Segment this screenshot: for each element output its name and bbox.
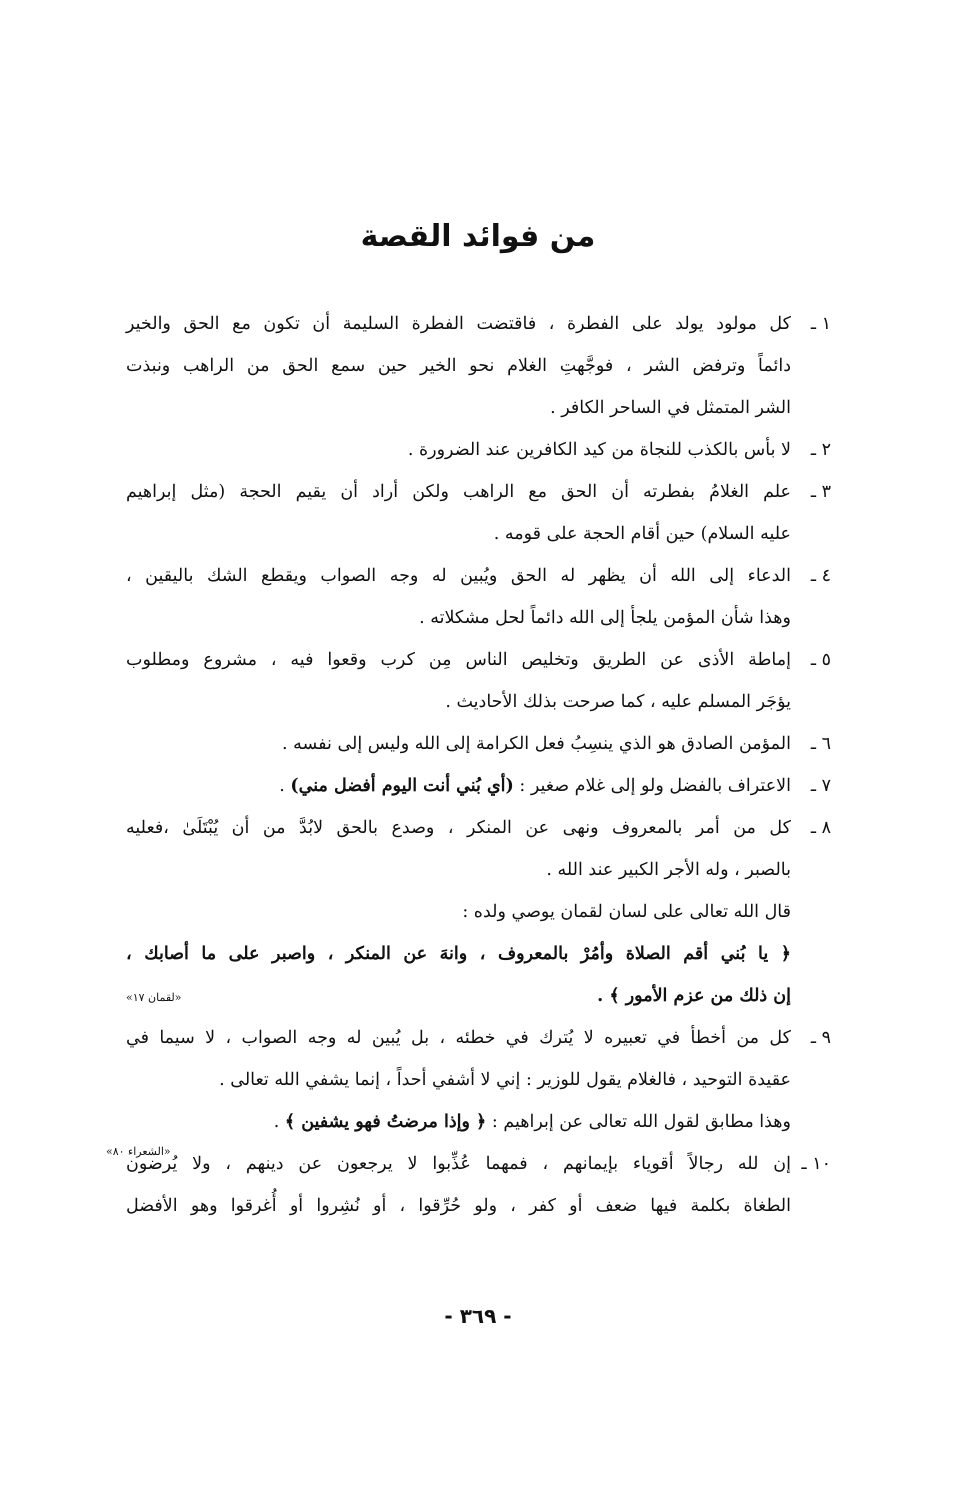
text-line: لا بأس بالكذب للنجاة من كيد الكافرين عند الضرورة . <box>407 440 791 460</box>
text-line: علم الغلامُ بفطرته أن الحق مع الراهب ولكن أراد أن يقيم الحجة (مثل إبراهيم <box>126 482 791 502</box>
list-item <box>126 429 831 471</box>
item-text: الاعتراف بالفضل ولو إلى غلام صغير : <box>519 776 791 796</box>
item-body <box>126 765 791 807</box>
text-line: إن لله رجالاً أقوياء بإيمانهم ، فمهما عُذِّبوا لا يرجعون عن دينهم ، ولا يُرضون <box>126 1154 791 1174</box>
text-line: المؤمن الصادق هو الذي ينسِبُ فعل الكرامة إلى الله وليس إلى نفسه . <box>282 734 791 754</box>
list-item <box>126 639 831 723</box>
item-tail: . <box>273 1112 285 1132</box>
list-item <box>126 723 831 765</box>
list-item <box>126 1143 831 1227</box>
quran-verse-text: ﴿ وإذا مرضتُ فهو يشفين ﴾ <box>284 1112 487 1132</box>
list-item <box>106 1017 831 1158</box>
benefits-list <box>106 303 831 1227</box>
item-number: ١ ـ <box>810 314 831 334</box>
item-number: ٥ ـ <box>810 650 831 670</box>
list-item <box>126 765 831 807</box>
text-line: عليه السلام) حين أقام الحجة على قومه . <box>493 524 791 544</box>
item-body <box>126 723 791 765</box>
item-number: ٢ ـ <box>810 440 831 460</box>
list-item <box>126 303 831 429</box>
text-line: كل من أمر بالمعروف ونهى عن المنكر ، وصدع بالحق لابُدَّ من أن يُبْتَلَىٰ ،فعليه <box>126 818 791 838</box>
item-tail: . <box>279 776 291 796</box>
quoted-saying: (أي بُني أنت اليوم أفضل مني) <box>290 776 514 796</box>
item-body <box>126 639 791 723</box>
item-body <box>126 555 791 639</box>
item-body <box>126 429 791 471</box>
list-item <box>126 555 831 639</box>
text-line: الطغاة بكلمة فيها ضعف أو كفر ، ولو حُرِّقوا ، أو نُشِروا أو أُغرقوا وهو الأفضل <box>126 1196 791 1216</box>
text-line: قال الله تعالى على لسان لقمان يوصي ولده : <box>462 902 791 922</box>
item-number: ٨ ـ <box>810 818 831 838</box>
page-number: - ٣٦٩ - <box>444 1304 512 1328</box>
text-line: وهذا شأن المؤمن يلجأ إلى الله دائماً لحل مشكلاته . <box>419 608 791 628</box>
list-item <box>126 807 831 1017</box>
item-text: وهذا مطابق لقول الله تعالى عن إبراهيم : <box>491 1112 791 1132</box>
quran-verse-line <box>126 975 791 1017</box>
page-title: من فوائد القصة <box>360 219 596 254</box>
text-line: عقيدة التوحيد ، فالغلام يقول للوزير : إني لا أشفي أحداً ، إنما يشفي الله تعالى . <box>219 1070 791 1090</box>
text-line: بالصبر ، وله الأجر الكبير عند الله . <box>546 860 791 880</box>
text-line: يؤجَر المسلم عليه ، كما صرحت بذلك الأحاديث . <box>445 692 791 712</box>
text-line: الدعاء إلى الله أن يظهر له الحق ويُبين له وجه الصواب ويقطع الشك باليقين ، <box>126 566 791 586</box>
item-number: ٩ ـ <box>810 1028 831 1048</box>
text-line: كل مولود يولد على الفطرة ، فاقتضت الفطرة السليمة أن تكون مع الحق والخير <box>126 314 791 334</box>
text-line: كل من أخطأ في تعبيره لا يُترك في خطئه ، بل يُبين له وجه الصواب ، لا سيما في <box>126 1028 791 1048</box>
item-number: ٦ ـ <box>810 734 831 754</box>
quran-verse-line: ﴿ يا بُني أقم الصلاة وأمُرْ بالمعروف ، وانهَ عن المنكر ، واصبر على ما أصابك ، <box>126 944 791 964</box>
text-line: إماطة الأذى عن الطريق وتخليص الناس مِن كرب وقعوا فيه ، مشروع ومطلوب <box>126 650 791 670</box>
item-number: ٧ ـ <box>810 776 831 796</box>
text-line: الشر المتمثل في الساحر الكافر . <box>550 398 791 418</box>
verse-reference: «الشعراء ٨٠» <box>106 1145 171 1158</box>
item-body <box>126 303 791 429</box>
item-body <box>126 807 791 1017</box>
list-item <box>126 471 831 555</box>
text-line <box>106 1101 791 1158</box>
item-number: ٣ ـ <box>810 482 831 502</box>
item-number: ١٠ ـ <box>801 1154 831 1174</box>
item-body <box>106 1017 791 1158</box>
item-body <box>126 1143 791 1227</box>
quran-verse-text: إن ذلك من عزم الأمور ﴾ . <box>597 986 791 1006</box>
item-body <box>126 471 791 555</box>
verse-reference: «لقمان ١٧» <box>126 991 182 1004</box>
text-line: دائماً وترفض الشر ، فوجَّهتِ الغلام نحو الخير حين سمع الحق من الراهب ونبذت <box>126 356 791 376</box>
verse-intro-line <box>274 1101 791 1143</box>
item-number: ٤ ـ <box>810 566 831 586</box>
text-line <box>126 765 791 807</box>
